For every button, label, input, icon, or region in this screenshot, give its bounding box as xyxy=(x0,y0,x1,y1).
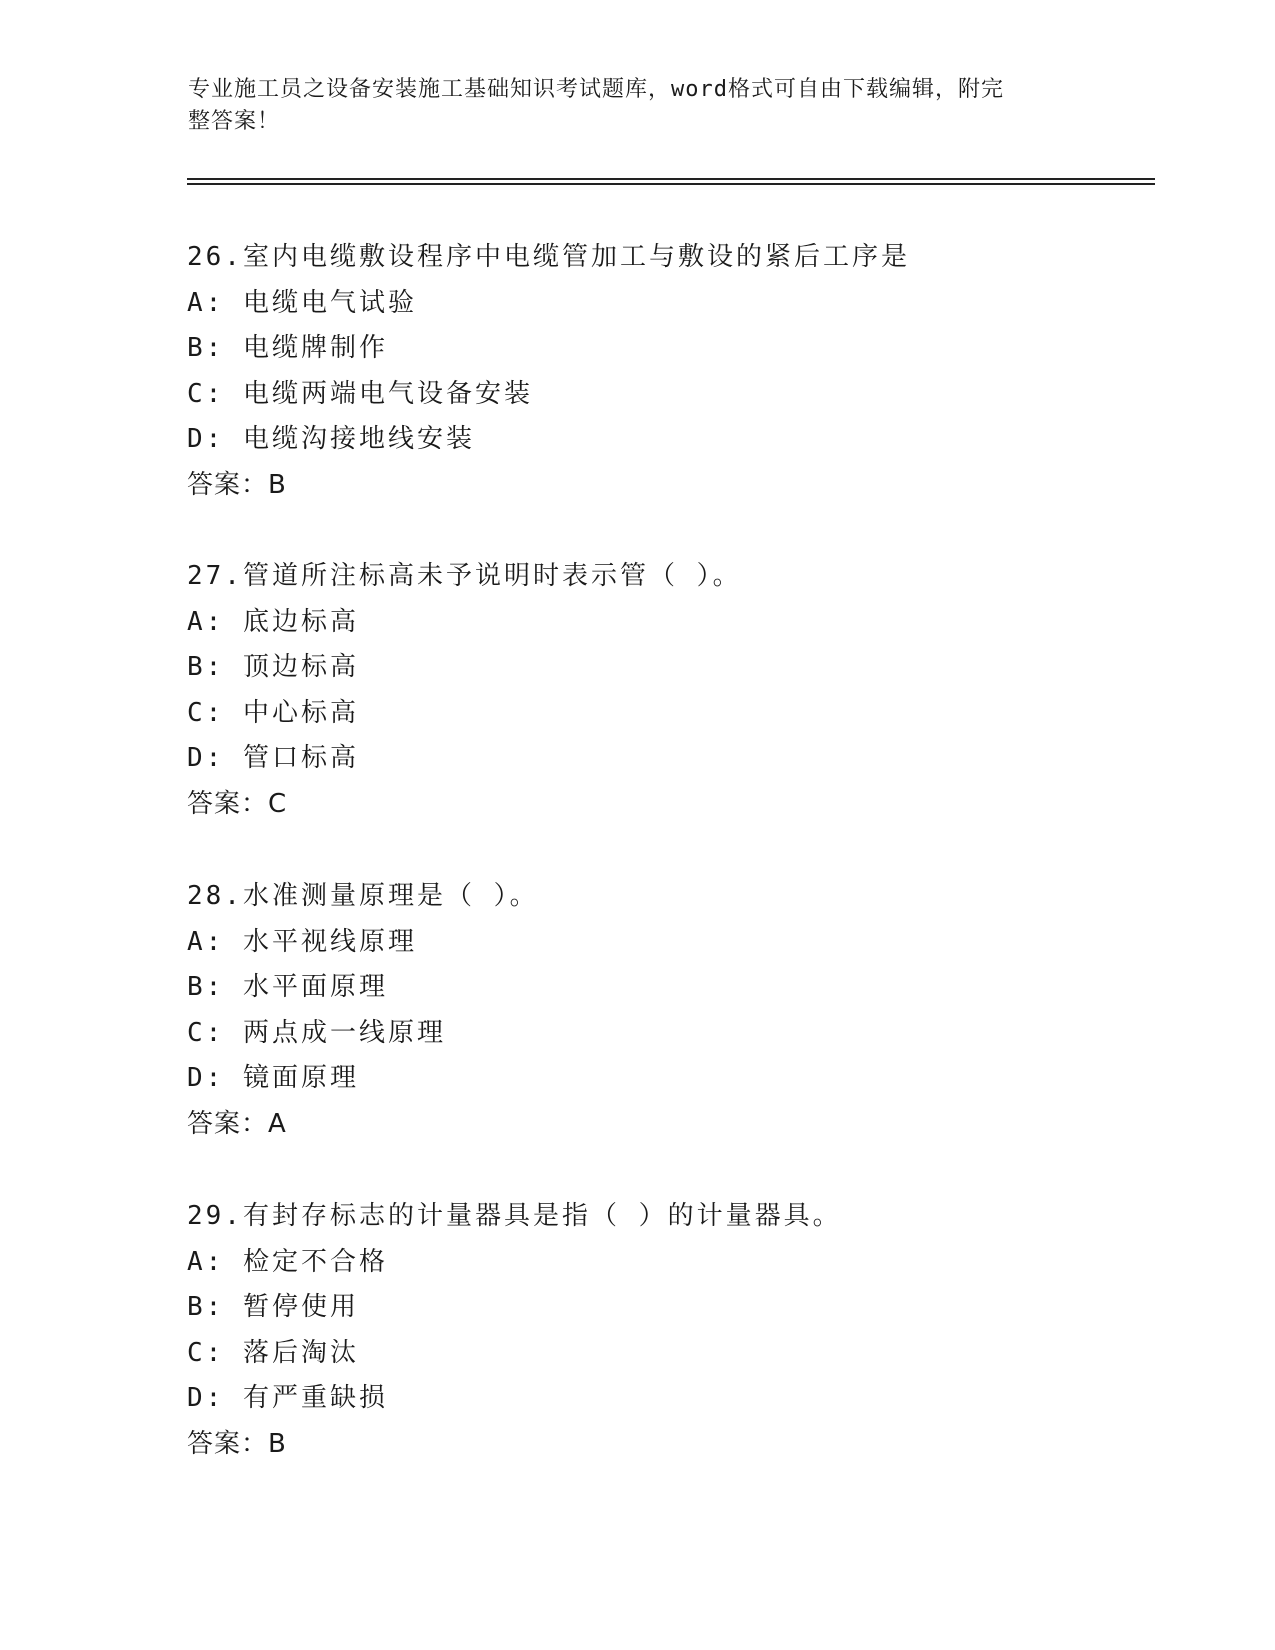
document-header xyxy=(188,74,1068,138)
header-divider-top xyxy=(187,178,1155,180)
question-stem: 29.有封存标志的计量器具是指（ ）的计量器具。 xyxy=(187,1201,842,1231)
option-c: C: 两点成一线原理 xyxy=(187,1017,446,1048)
option-b: B: 水平面原理 xyxy=(187,972,388,1002)
option-a: A: 底边标高 xyxy=(187,606,359,637)
option-a: A: 电缆电气试验 xyxy=(187,287,417,318)
question-29 xyxy=(187,1194,1147,1467)
answer-label: 答案：B xyxy=(187,1428,287,1459)
question-stem: 26.室内电缆敷设程序中电缆管加工与敷设的紧后工序是 xyxy=(187,242,910,272)
question-stem: 27.管道所注标高未予说明时表示管（ ）。 xyxy=(187,561,742,591)
option-d: D: 镜面原理 xyxy=(187,1063,359,1093)
header-divider-bottom xyxy=(187,183,1155,185)
header-text-line-1: 专业施工员之设备安装施工基础知识考试题库，word格式可自由下载编辑，附完 xyxy=(188,77,1004,102)
option-c: C: 电缆两端电气设备安装 xyxy=(187,378,533,409)
option-b: B: 顶边标高 xyxy=(187,652,359,682)
header-text-line-2: 整答案！ xyxy=(188,109,281,134)
option-c: C: 中心标高 xyxy=(187,697,359,728)
question-28 xyxy=(187,874,1147,1147)
option-d: D: 有严重缺损 xyxy=(187,1383,388,1413)
option-c: C: 落后淘汰 xyxy=(187,1337,359,1368)
answer-label: 答案：A xyxy=(187,1108,287,1139)
option-b: B: 暂停使用 xyxy=(187,1292,359,1322)
option-d: D: 电缆沟接地线安装 xyxy=(187,424,475,454)
question-26 xyxy=(187,235,1147,508)
option-d: D: 管口标高 xyxy=(187,743,359,773)
option-b: B: 电缆牌制作 xyxy=(187,333,388,363)
option-a: A: 检定不合格 xyxy=(187,1246,388,1277)
option-a: A: 水平视线原理 xyxy=(187,926,417,957)
answer-label: 答案：B xyxy=(187,469,287,500)
question-stem: 28.水准测量原理是（ ）。 xyxy=(187,881,539,911)
question-27 xyxy=(187,554,1147,827)
answer-label: 答案：C xyxy=(187,788,288,819)
